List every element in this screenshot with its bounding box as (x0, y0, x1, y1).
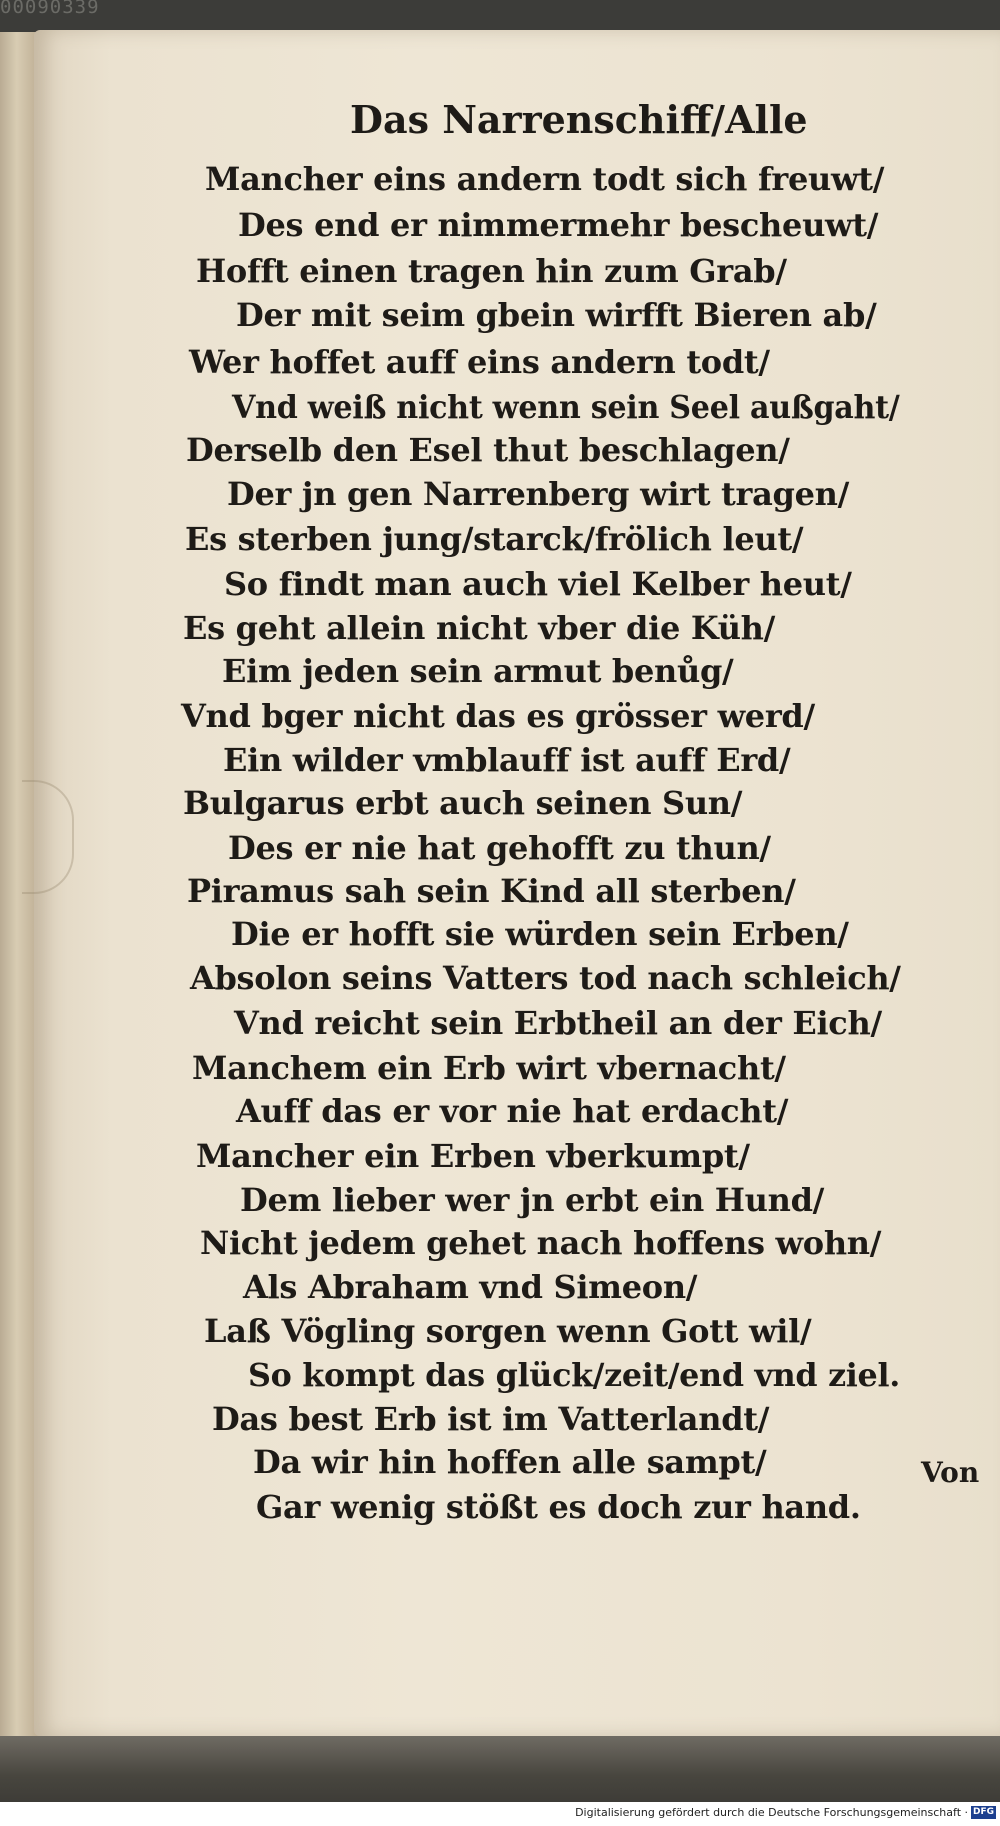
verse-line: Eim jeden sein armut benůg/ (222, 652, 734, 690)
verse-line: Als Abraham vnd Simeon/ (243, 1268, 698, 1306)
verse-line: Da wir hin hoffen alle sampt/ (253, 1443, 767, 1481)
verse-line: Vnd weiß nicht wenn sein Seel außgaht/ (232, 388, 900, 426)
verse-line: Es geht allein nicht vber die Küh/ (183, 609, 776, 647)
verse-line: Vnd reicht sein Erbtheil an der Eich/ (234, 1004, 882, 1042)
verse-line: Der jn gen Narrenberg wirt tragen/ (227, 475, 850, 513)
verse-line: Dem lieber wer jn erbt ein Hund/ (240, 1181, 825, 1219)
verse-line: Des end er nimmermehr bescheuwt/ (238, 206, 879, 244)
verse-line: Des er nie hat gehofft zu thun/ (228, 829, 771, 867)
verse-line: Nicht jedem gehet nach hoffens wohn/ (200, 1224, 882, 1262)
verse-line: So kompt das glück/zeit/end vnd ziel. (248, 1356, 900, 1394)
verse-line: Bulgarus erbt auch seinen Sun/ (183, 784, 743, 822)
scanner-bottom-band (0, 1736, 1000, 1802)
verse-line: Laß Vögling sorgen wenn Gott wil/ (204, 1312, 812, 1350)
verse-line: Manchem ein Erb wirt vbernacht/ (192, 1049, 786, 1087)
verse-line: So findt man auch viel Kelber heut/ (224, 565, 852, 603)
verse-line: Der mit seim gbein wirfft Bieren ab/ (236, 296, 877, 334)
verse-line: Mancher eins andern todt sich freuwt/ (205, 160, 885, 198)
dfg-logo: DFG (972, 1807, 994, 1817)
verse-line: Wer hoffet auff eins andern todt/ (189, 343, 770, 381)
verse-line: Vnd bger nicht das es grösser werd/ (181, 697, 815, 735)
verse-line: Auff das er vor nie hat erdacht/ (236, 1092, 789, 1130)
catchword: Von (921, 1456, 980, 1489)
verse-line: Derselb den Esel thut beschlagen/ (186, 431, 790, 469)
verse-line: Ein wilder vmblauff ist auff Erd/ (223, 741, 791, 779)
verse-line: Absolon seins Vatters tod nach schleich/ (190, 959, 901, 997)
running-head: Das Narrenschiff/Alle (350, 97, 808, 142)
verse-line: Es sterben jung/starck/frölich leut/ (185, 520, 804, 558)
verse-line: Die er hofft sie würden sein Erben/ (231, 915, 849, 953)
verse-line: Hofft einen tragen hin zum Grab/ (196, 252, 787, 290)
verse-line: Gar wenig stößt es doch zur hand. (256, 1488, 861, 1526)
verse-line: Mancher ein Erben vberkumpt/ (196, 1137, 750, 1175)
verse-line: Piramus sah sein Kind all sterben/ (187, 872, 796, 910)
verse-line: Das best Erb ist im Vatterlandt/ (212, 1400, 770, 1438)
funding-credit: Digitalisierung gefördert durch die Deutsche Forschungsgemeinschaft · (575, 1806, 968, 1819)
scan-id: 00090339 (0, 0, 100, 18)
